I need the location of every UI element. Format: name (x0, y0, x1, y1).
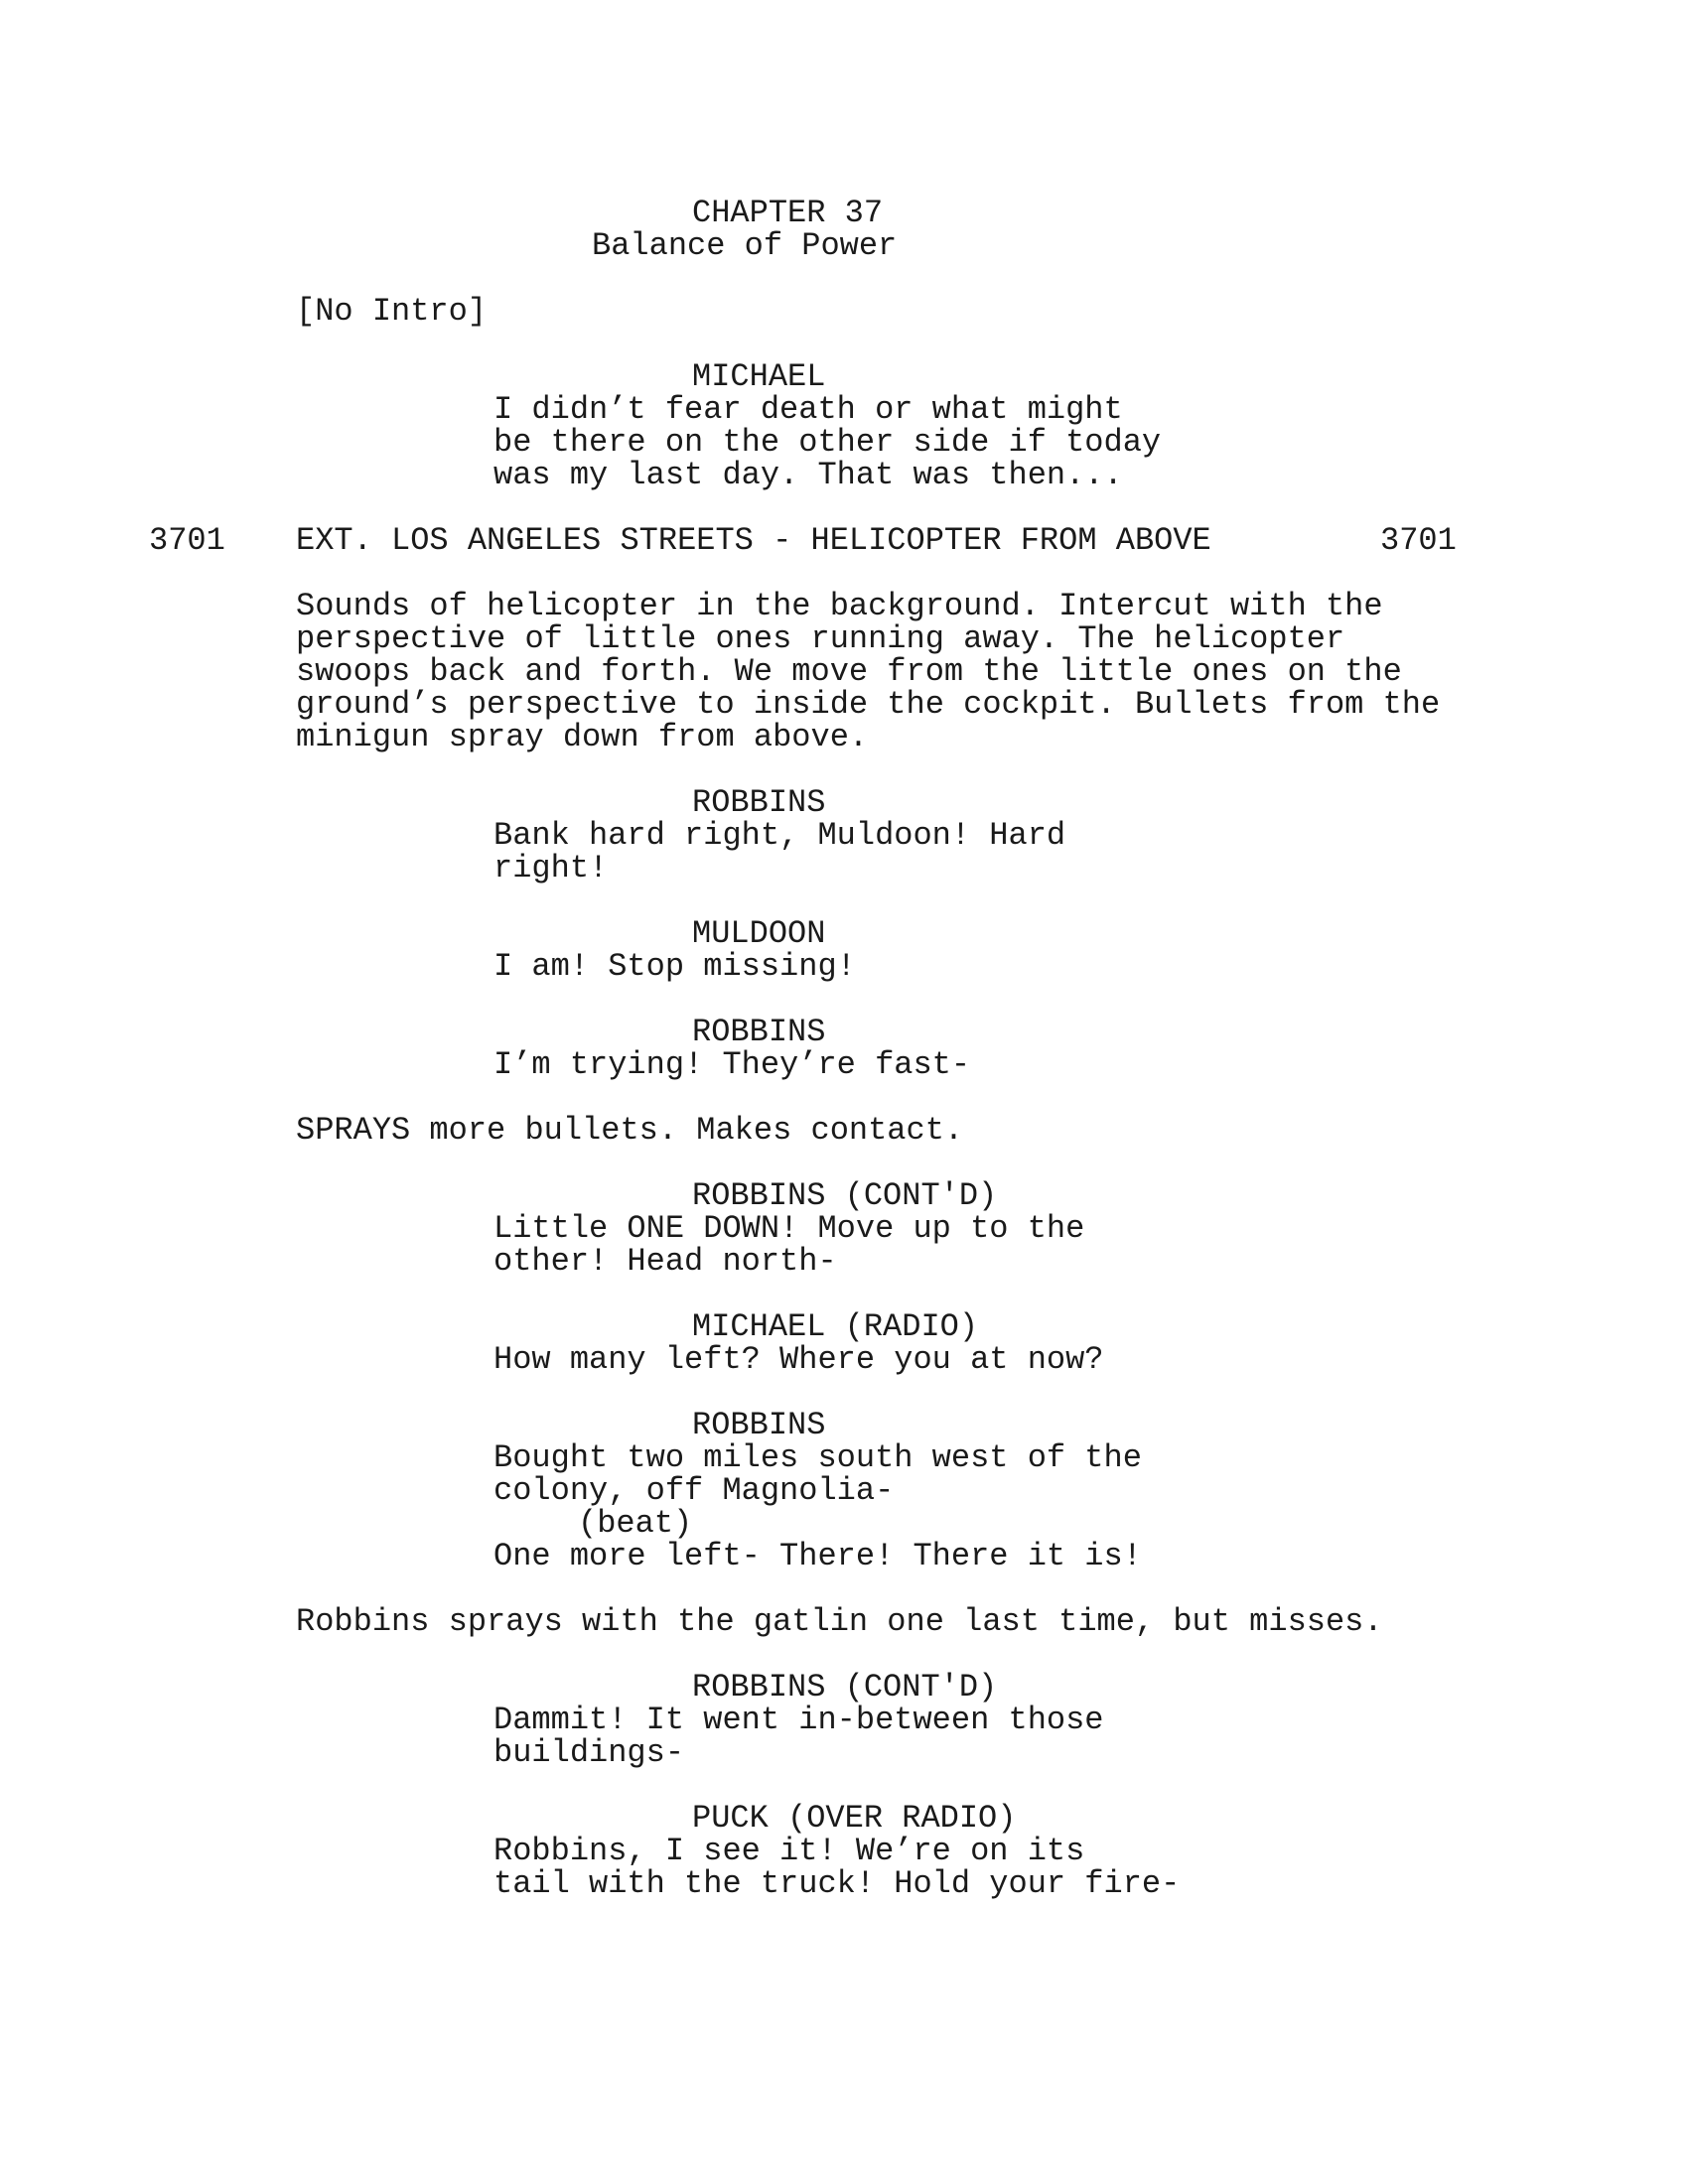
dialogue-line: tail with the truck! Hold your fire- (493, 1865, 1181, 1902)
scene-number-right: 3701 (1380, 522, 1457, 559)
character-name: ROBBINS (692, 1014, 826, 1050)
dialogue-line: Dammit! It went in-between those (493, 1702, 1104, 1738)
dialogue-line: colony, off Magnolia- (493, 1472, 895, 1509)
scene-number-left: 3701 (149, 522, 225, 559)
character-name: MICHAEL (RADIO) (692, 1308, 979, 1345)
dialogue-line: Bank hard right, Muldoon! Hard (493, 817, 1066, 854)
dialogue-line: be there on the other side if today (493, 424, 1162, 461)
dialogue-line: I’m trying! They’re fast- (493, 1046, 971, 1083)
action-line: SPRAYS more bullets. Makes contact. (296, 1112, 964, 1149)
character-name: ROBBINS (CONT'D) (692, 1669, 998, 1706)
action-line: Robbins sprays with the gatlin one last time, but misses. (296, 1603, 1383, 1640)
action-line: minigun spray down from above. (296, 719, 869, 755)
character-name: ROBBINS (692, 1407, 826, 1443)
dialogue-line: One more left- There! There it is! (493, 1538, 1142, 1574)
parenthetical: (beat) (578, 1505, 693, 1542)
action-line: swoops back and forth. We move from the little ones on the (296, 653, 1402, 690)
dialogue-line: I am! Stop missing! (493, 948, 856, 985)
character-name: ROBBINS (692, 784, 826, 821)
dialogue-line: Bought two miles south west of the (493, 1439, 1142, 1476)
action-line: perspective of little ones running away. The helicopter (296, 620, 1345, 657)
dialogue-line: right! (493, 850, 609, 887)
dialogue-line: I didn’t fear death or what might (493, 391, 1123, 428)
dialogue-line: was my last day. That was then... (493, 457, 1123, 493)
character-name: MICHAEL (692, 358, 826, 395)
intro-note: [No Intro] (296, 293, 488, 330)
chapter-title: Balance of Power (592, 227, 898, 264)
action-line: Sounds of helicopter in the background. Intercut with the (296, 588, 1383, 624)
character-name: MULDOON (692, 915, 826, 952)
action-line: ground’s perspective to inside the cockpit. Bullets from the (296, 686, 1441, 723)
dialogue-line: Robbins, I see it! We’re on its (493, 1833, 1085, 1869)
chapter-heading: CHAPTER 37 (692, 195, 884, 231)
dialogue-line: buildings- (493, 1734, 685, 1771)
dialogue-line: How many left? Where you at now? (493, 1341, 1104, 1378)
character-name: PUCK (OVER RADIO) (692, 1800, 1017, 1837)
dialogue-line: Little ONE DOWN! Move up to the (493, 1210, 1085, 1247)
scene-heading: EXT. LOS ANGELES STREETS - HELICOPTER FROM ABOVE (296, 522, 1211, 559)
dialogue-line: other! Head north- (493, 1243, 837, 1280)
character-name: ROBBINS (CONT'D) (692, 1177, 998, 1214)
